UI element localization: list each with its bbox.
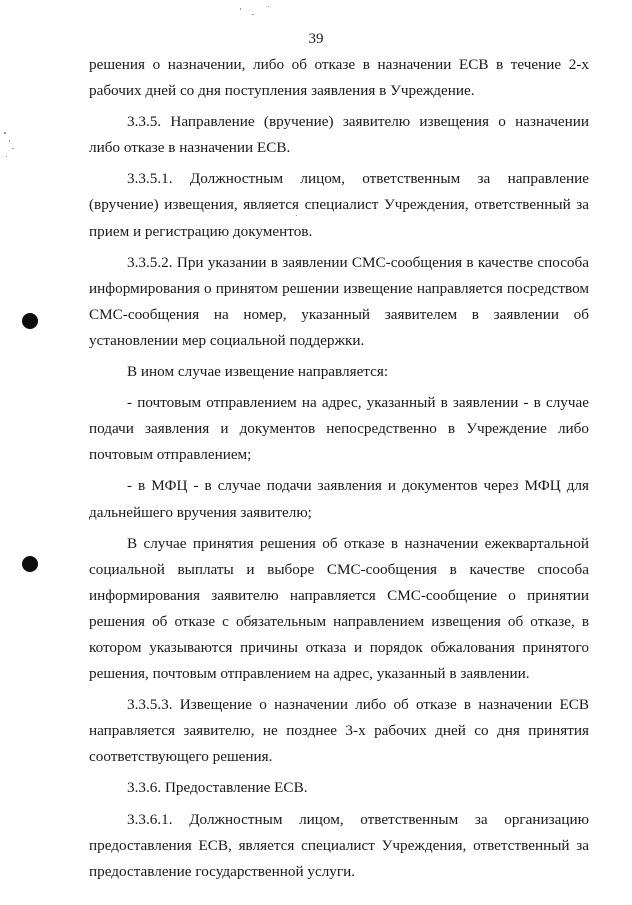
paragraph-3-3-5-1: 3.3.5.1. Должностным лицом, ответственным за направление (вручение) извещения, является специалист Учреждения, ответственный за прием и регистрацию документов. xyxy=(89,170,589,240)
paragraph-3-3-6: 3.3.6. Предоставление ЕСВ. xyxy=(127,779,308,797)
scan-speck xyxy=(9,140,10,142)
scan-speck xyxy=(12,148,14,149)
paragraph-3-3-5-2: 3.3.5.2. При указании в заявлении СМС-сообщения в качестве способа информирования о принятом решении извещение направляется посредством СМС-сообщения на номер, указанный заявителем в заявлении об установлении мер социальной поддержки. xyxy=(89,253,589,349)
document-body xyxy=(89,52,589,885)
punch-hole-upper xyxy=(22,313,38,329)
paragraph-otherwise: В ином случае извещение направляется: xyxy=(127,363,389,381)
scan-speck xyxy=(268,6,269,7)
paragraph-3-3-6-1: 3.3.6.1. Должностным лицом, ответственным за организацию предоставления ЕСВ, является специалист Учреждения, ответственный за предоставление государственной услуги. xyxy=(89,810,589,880)
scan-speck xyxy=(252,14,254,15)
list-item-postal: - почтовым отправлением на адрес, указанный в заявлении - в случае подачи заявления и документов непосредственно в Учреждение либо почтовым отправлением; xyxy=(89,394,589,464)
paragraph-3-3-5: 3.3.5. Направление (вручение) заявителю извещения о назначении либо отказе в назначении ЕСВ. xyxy=(89,113,589,157)
paragraph-refusal-case: В случае принятия решения об отказе в назначении ежеквартальной социальной выплаты и выборе СМС-сообщения в качестве способа информирования заявителю направляется СМС-сообщение о принятии решения об отказе с обязательным направлением извещения об отказе, в котором указываются причины отказа и порядок обжалования принятого решения, почтовым отправлением на адрес, указанный в заявлении. xyxy=(89,534,589,683)
scan-speck xyxy=(4,132,6,134)
paragraph-continuation: решения о назначении, либо об отказе в назначении ЕСВ в течение 2-х рабочих дней со дня поступления заявления в Учреждение. xyxy=(89,56,589,100)
scan-speck xyxy=(296,215,297,216)
scan-speck xyxy=(240,8,241,10)
paragraph-3-3-5-3: 3.3.5.3. Извещение о назначении либо об отказе в назначении ЕСВ направляется заявителю, не позднее 3-х рабочих дней со дня принятия соответствующего решения. xyxy=(89,696,589,766)
list-item-mfc: - в МФЦ - в случае подачи заявления и документов через МФЦ для дальнейшего вручения заявителю; xyxy=(89,477,589,521)
scan-speck xyxy=(6,156,7,157)
punch-hole-lower xyxy=(22,556,38,572)
page-number: 39 xyxy=(308,31,324,47)
